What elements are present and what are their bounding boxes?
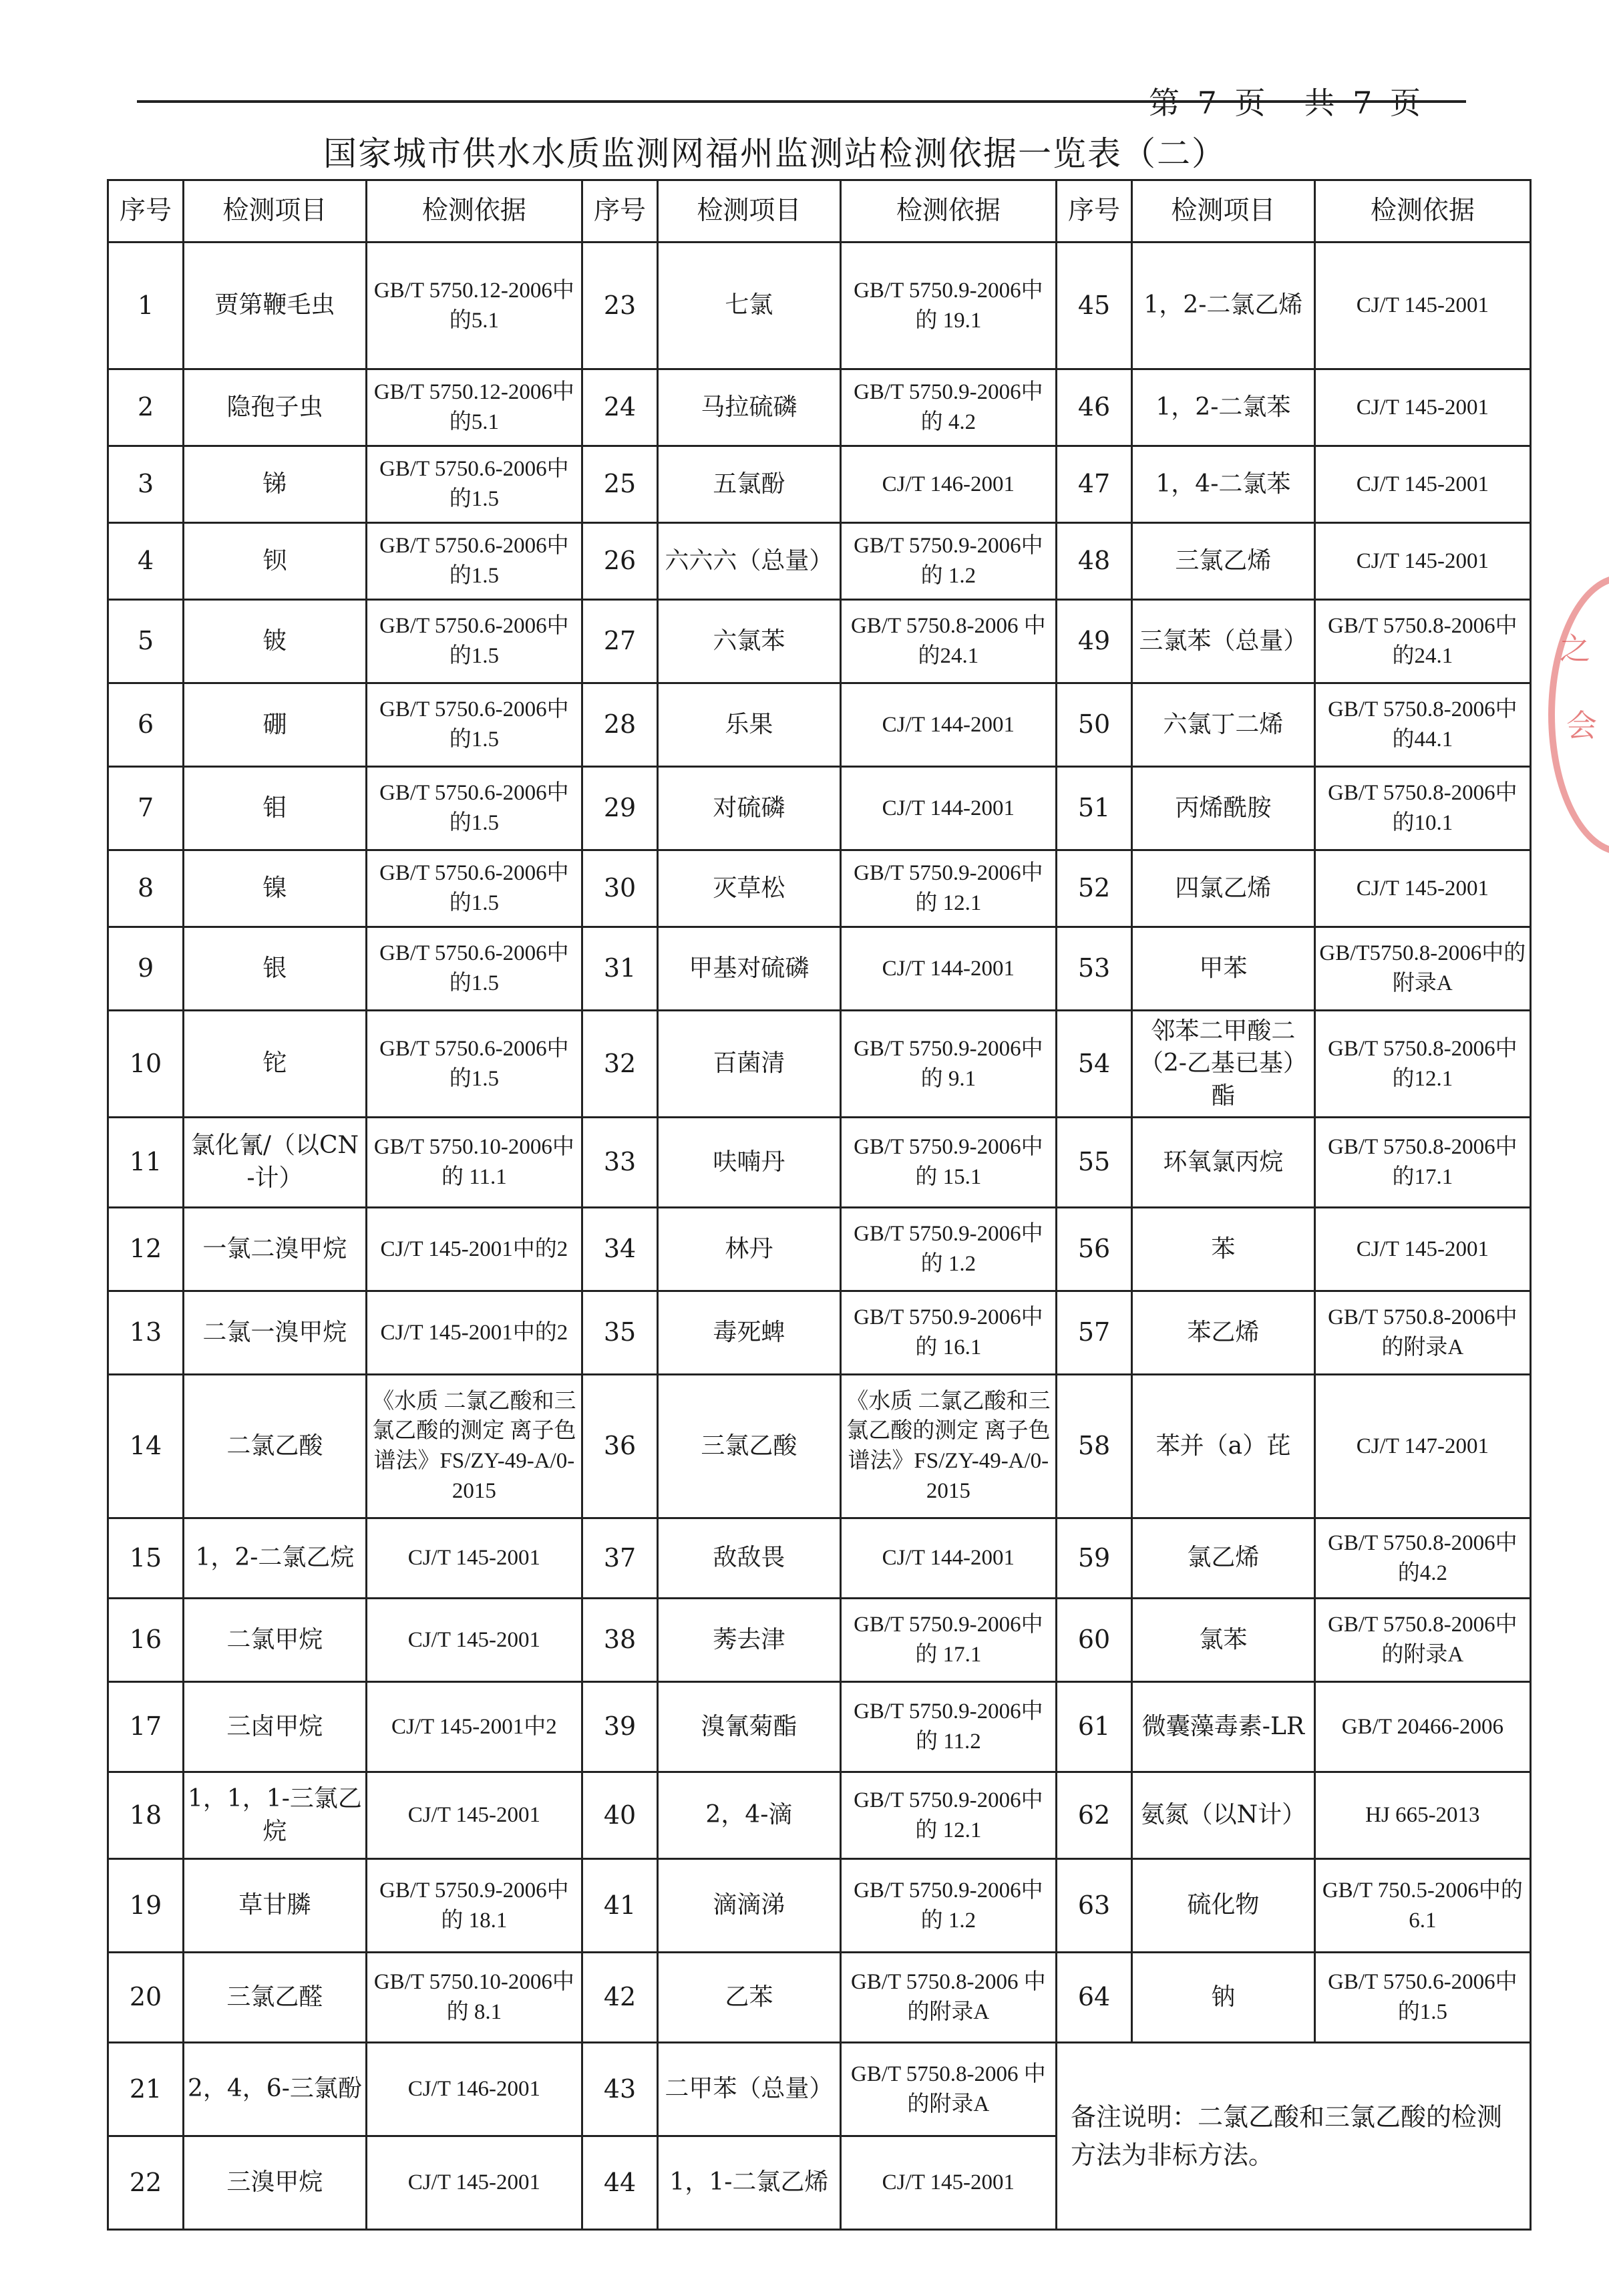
row-number: 43	[582, 2043, 657, 2136]
test-standard: CJ/T 145-2001	[1314, 1208, 1530, 1291]
test-standard: GB/T 5750.8-2006中的4.2	[1314, 1518, 1530, 1599]
test-item: 邻苯二甲酸二（2-乙基已基）酯	[1132, 1011, 1315, 1118]
test-item: 一氯二溴甲烷	[184, 1208, 367, 1291]
test-item: 铊	[184, 1011, 367, 1118]
test-standard: GB/T 5750.9-2006中的 19.1	[840, 242, 1056, 369]
test-standard: GB/T 5750.8-2006中的24.1	[1314, 600, 1530, 683]
row-number: 14	[108, 1375, 184, 1518]
row-number: 51	[1056, 767, 1131, 850]
test-item: 草甘膦	[184, 1859, 367, 1953]
table-row	[108, 600, 1531, 683]
row-number: 1	[108, 242, 184, 369]
page-title: 国家城市供水水质监测网福州监测站检测依据一览表（二）	[323, 134, 1226, 173]
test-item: 钠	[1132, 1953, 1315, 2043]
row-number: 26	[582, 523, 657, 600]
test-standard: GB/T 5750.8-2006 中的24.1	[840, 600, 1056, 683]
row-number: 58	[1056, 1375, 1131, 1518]
test-item: 氯乙烯	[1132, 1518, 1315, 1599]
row-number: 35	[582, 1291, 657, 1375]
test-item: 苯	[1132, 1208, 1315, 1291]
test-item: 微囊藻毒素-LR	[1132, 1682, 1315, 1772]
test-standard: HJ 665-2013	[1314, 1772, 1530, 1859]
test-item: 铍	[184, 600, 367, 683]
test-standard: GB/T 750.5-2006中的6.1	[1314, 1859, 1530, 1953]
test-item: 二氯甲烷	[184, 1599, 367, 1682]
test-standard: GB/T 5750.6-2006中的1.5	[366, 446, 582, 523]
row-number: 59	[1056, 1518, 1131, 1599]
test-standard: GB/T 5750.8-2006中的44.1	[1314, 683, 1530, 767]
test-item: 1，2-二氯苯	[1132, 369, 1315, 446]
table-row	[108, 1859, 1531, 1953]
test-standard: CJ/T 145-2001	[1314, 446, 1530, 523]
test-standard: GB/T 5750.9-2006中的 1.2	[840, 523, 1056, 600]
test-standard: GB/T 5750.9-2006中的 17.1	[840, 1599, 1056, 1682]
test-item: 2，4-滴	[658, 1772, 841, 1859]
row-number: 37	[582, 1518, 657, 1599]
test-item: 2，4，6-三氯酚	[184, 2043, 367, 2136]
test-item: 六氯苯	[658, 600, 841, 683]
row-number: 52	[1056, 850, 1131, 927]
test-item: 三氯苯（总量）	[1132, 600, 1315, 683]
test-item: 溴氰菊酯	[658, 1682, 841, 1772]
header-rule	[137, 100, 1466, 103]
test-item: 滴滴涕	[658, 1859, 841, 1953]
row-number: 50	[1056, 683, 1131, 767]
test-standard: GB/T 5750.8-2006中的12.1	[1314, 1011, 1530, 1118]
table-row	[108, 767, 1531, 850]
row-number: 41	[582, 1859, 657, 1953]
seal-glyph: 会	[1566, 707, 1597, 744]
row-number: 13	[108, 1291, 184, 1375]
row-number: 44	[582, 2136, 657, 2230]
test-item: 银	[184, 927, 367, 1011]
page-number: 第 7 页 共 7 页	[1149, 85, 1425, 121]
row-number: 33	[582, 1118, 657, 1208]
test-standard: CJ/T 145-2001	[1314, 242, 1530, 369]
header-standard: 检测依据	[1314, 180, 1530, 242]
row-number: 12	[108, 1208, 184, 1291]
test-standard: GB/T 20466-2006	[1314, 1682, 1530, 1772]
test-item: 敌敌畏	[658, 1518, 841, 1599]
table-row	[108, 523, 1531, 600]
test-standard: GB/T 5750.9-2006中的 16.1	[840, 1291, 1056, 1375]
test-standard: CJ/T 144-2001	[840, 683, 1056, 767]
test-standard: CJ/T 145-2001	[366, 1772, 582, 1859]
row-number: 4	[108, 523, 184, 600]
test-item: 锑	[184, 446, 367, 523]
test-item: 乐果	[658, 683, 841, 767]
row-number: 30	[582, 850, 657, 927]
test-standard: GB/T 5750.6-2006中的1.5	[366, 927, 582, 1011]
test-standard: GB/T 5750.12-2006中的5.1	[366, 369, 582, 446]
test-standard: GB/T 5750.9-2006中的 1.2	[840, 1208, 1056, 1291]
table-row	[108, 1772, 1531, 1859]
header-standard: 检测依据	[366, 180, 582, 242]
test-standard: GB/T 5750.6-2006中的1.5	[366, 767, 582, 850]
header-no: 序号	[108, 180, 184, 242]
test-standard: CJ/T 145-2001	[1314, 523, 1530, 600]
row-number: 17	[108, 1682, 184, 1772]
test-item: 乙苯	[658, 1953, 841, 2043]
table-row	[108, 683, 1531, 767]
test-standard: GB/T 5750.6-2006中的1.5	[366, 850, 582, 927]
row-number: 25	[582, 446, 657, 523]
row-number: 53	[1056, 927, 1131, 1011]
table-row	[108, 850, 1531, 927]
test-item: 七氯	[658, 242, 841, 369]
table-row	[108, 1375, 1531, 1518]
test-item: 马拉硫磷	[658, 369, 841, 446]
test-item: 六氯丁二烯	[1132, 683, 1315, 767]
row-number: 45	[1056, 242, 1131, 369]
row-number: 3	[108, 446, 184, 523]
test-standard: GB/T 5750.8-2006中的附录A	[1314, 1291, 1530, 1375]
row-number: 7	[108, 767, 184, 850]
test-item: 氯化氰/（以CN-计）	[184, 1118, 367, 1208]
row-number: 10	[108, 1011, 184, 1118]
test-standard: GB/T 5750.9-2006中的 15.1	[840, 1118, 1056, 1208]
test-standard: GB/T 5750.9-2006中的 9.1	[840, 1011, 1056, 1118]
table-row	[108, 1208, 1531, 1291]
test-standard: GB/T 5750.12-2006中的5.1	[366, 242, 582, 369]
test-item: 二甲苯（总量）	[658, 2043, 841, 2136]
test-standard: GB/T 5750.8-2006中的10.1	[1314, 767, 1530, 850]
row-number: 15	[108, 1518, 184, 1599]
header-item: 检测项目	[658, 180, 841, 242]
row-number: 22	[108, 2136, 184, 2230]
table-row	[108, 1518, 1531, 1599]
seal-glyph: 之	[1560, 631, 1590, 667]
row-number: 56	[1056, 1208, 1131, 1291]
row-number: 38	[582, 1599, 657, 1682]
row-number: 61	[1056, 1682, 1131, 1772]
row-number: 24	[582, 369, 657, 446]
row-number: 60	[1056, 1599, 1131, 1682]
row-number: 54	[1056, 1011, 1131, 1118]
header-item: 检测项目	[184, 180, 367, 242]
row-number: 39	[582, 1682, 657, 1772]
test-standard: CJ/T 145-2001	[840, 2136, 1056, 2230]
test-standard: CJ/T 145-2001	[1314, 850, 1530, 927]
test-item: 三溴甲烷	[184, 2136, 367, 2230]
test-item: 甲基对硫磷	[658, 927, 841, 1011]
row-number: 47	[1056, 446, 1131, 523]
test-standard: GB/T 5750.9-2006中的 12.1	[840, 850, 1056, 927]
test-standard: GB/T 5750.8-2006中的17.1	[1314, 1118, 1530, 1208]
test-standard: CJ/T 146-2001	[366, 2043, 582, 2136]
test-item: 氯苯	[1132, 1599, 1315, 1682]
table-row	[108, 927, 1531, 1011]
table-row	[108, 1682, 1531, 1772]
row-number: 9	[108, 927, 184, 1011]
table-row	[108, 446, 1531, 523]
test-item: 毒死蜱	[658, 1291, 841, 1375]
test-item: 氨氮（以N计）	[1132, 1772, 1315, 1859]
test-item: 三氯乙醛	[184, 1953, 367, 2043]
row-number: 49	[1056, 600, 1131, 683]
test-standard: GB/T 5750.6-2006中的1.5	[366, 600, 582, 683]
row-number: 46	[1056, 369, 1131, 446]
table-row	[108, 1953, 1531, 2043]
row-number: 11	[108, 1118, 184, 1208]
standards-table	[107, 179, 1532, 2231]
test-item: 灭草松	[658, 850, 841, 927]
table-row	[108, 2043, 1531, 2136]
row-number: 36	[582, 1375, 657, 1518]
row-number: 2	[108, 369, 184, 446]
test-standard: CJ/T 147-2001	[1314, 1375, 1530, 1518]
test-standard: CJ/T 145-2001	[1314, 369, 1530, 446]
test-item: 环氧氯丙烷	[1132, 1118, 1315, 1208]
table-header-row	[108, 180, 1531, 242]
test-standard: GB/T 5750.9-2006中的 18.1	[366, 1859, 582, 1953]
row-number: 48	[1056, 523, 1131, 600]
test-standard: GB/T 5750.10-2006中的 11.1	[366, 1118, 582, 1208]
row-number: 21	[108, 2043, 184, 2136]
test-item: 林丹	[658, 1208, 841, 1291]
table-row	[108, 1291, 1531, 1375]
row-number: 40	[582, 1772, 657, 1859]
test-item: 三氯乙烯	[1132, 523, 1315, 600]
row-number: 64	[1056, 1953, 1131, 2043]
test-item: 1，2-二氯乙烯	[1132, 242, 1315, 369]
test-item: 钼	[184, 767, 367, 850]
test-item: 钡	[184, 523, 367, 600]
test-item: 对硫磷	[658, 767, 841, 850]
header-no: 序号	[582, 180, 657, 242]
row-number: 16	[108, 1599, 184, 1682]
test-standard: 《水质 二氯乙酸和三氯乙酸的测定 离子色谱法》FS/ZY-49-A/0-2015	[840, 1375, 1056, 1518]
test-item: 甲苯	[1132, 927, 1315, 1011]
test-standard: CJ/T 145-2001中的2	[366, 1291, 582, 1375]
row-number: 34	[582, 1208, 657, 1291]
test-standard: GB/T 5750.9-2006中的 12.1	[840, 1772, 1056, 1859]
test-item: 二氯一溴甲烷	[184, 1291, 367, 1375]
header-standard: 检测依据	[840, 180, 1056, 242]
test-standard: CJ/T 145-2001	[366, 2136, 582, 2230]
row-number: 42	[582, 1953, 657, 2043]
test-item: 1，4-二氯苯	[1132, 446, 1315, 523]
row-number: 55	[1056, 1118, 1131, 1208]
row-number: 8	[108, 850, 184, 927]
test-item: 硼	[184, 683, 367, 767]
table-row	[108, 1118, 1531, 1208]
row-number: 62	[1056, 1772, 1131, 1859]
test-standard: CJ/T 145-2001	[366, 1518, 582, 1599]
test-item: 莠去津	[658, 1599, 841, 1682]
test-standard: GB/T 5750.8-2006 中的附录A	[840, 1953, 1056, 2043]
row-number: 19	[108, 1859, 184, 1953]
test-standard: 《水质 二氯乙酸和三氯乙酸的测定 离子色谱法》FS/ZY-49-A/0-2015	[366, 1375, 582, 1518]
test-item: 1，1-二氯乙烯	[658, 2136, 841, 2230]
test-item: 1，1，1-三氯乙烷	[184, 1772, 367, 1859]
test-standard: GB/T5750.8-2006中的附录A	[1314, 927, 1530, 1011]
row-number: 6	[108, 683, 184, 767]
test-item: 百菌清	[658, 1011, 841, 1118]
table-row	[108, 1011, 1531, 1118]
header-no: 序号	[1056, 180, 1131, 242]
test-standard: GB/T 5750.8-2006中的附录A	[1314, 1599, 1530, 1682]
row-number: 31	[582, 927, 657, 1011]
row-number: 20	[108, 1953, 184, 2043]
test-item: 镍	[184, 850, 367, 927]
test-item: 丙烯酰胺	[1132, 767, 1315, 850]
test-standard: GB/T 5750.9-2006中的 11.2	[840, 1682, 1056, 1772]
test-standard: CJ/T 144-2001	[840, 767, 1056, 850]
test-standard: GB/T 5750.9-2006中的 1.2	[840, 1859, 1056, 1953]
test-standard: CJ/T 145-2001中2	[366, 1682, 582, 1772]
test-item: 苯并（a）芘	[1132, 1375, 1315, 1518]
table-row	[108, 242, 1531, 369]
test-standard: CJ/T 146-2001	[840, 446, 1056, 523]
row-number: 5	[108, 600, 184, 683]
row-number: 32	[582, 1011, 657, 1118]
note-cell: 备注说明：二氯乙酸和三氯乙酸的检测方法为非标方法。	[1056, 2043, 1530, 2230]
test-item: 贾第鞭毛虫	[184, 242, 367, 369]
test-standard: GB/T 5750.6-2006中的1.5	[366, 1011, 582, 1118]
row-number: 18	[108, 1772, 184, 1859]
test-item: 六六六（总量）	[658, 523, 841, 600]
row-number: 29	[582, 767, 657, 850]
test-standard: GB/T 5750.9-2006中的 4.2	[840, 369, 1056, 446]
test-item: 隐孢子虫	[184, 369, 367, 446]
test-standard: GB/T 5750.10-2006中的 8.1	[366, 1953, 582, 2043]
row-number: 27	[582, 600, 657, 683]
table-row	[108, 1599, 1531, 1682]
row-number: 28	[582, 683, 657, 767]
test-standard: CJ/T 145-2001中的2	[366, 1208, 582, 1291]
test-item: 四氯乙烯	[1132, 850, 1315, 927]
test-standard: GB/T 5750.6-2006中的1.5	[366, 523, 582, 600]
test-item: 三氯乙酸	[658, 1375, 841, 1518]
row-number: 57	[1056, 1291, 1131, 1375]
test-item: 五氯酚	[658, 446, 841, 523]
table-row	[108, 369, 1531, 446]
test-item: 苯乙烯	[1132, 1291, 1315, 1375]
test-standard: GB/T 5750.8-2006 中的附录A	[840, 2043, 1056, 2136]
test-standard: GB/T 5750.6-2006中的1.5	[1314, 1953, 1530, 2043]
header-item: 检测项目	[1132, 180, 1315, 242]
test-item: 二氯乙酸	[184, 1375, 367, 1518]
test-standard: GB/T 5750.6-2006中的1.5	[366, 683, 582, 767]
test-item: 硫化物	[1132, 1859, 1315, 1953]
test-item: 呋喃丹	[658, 1118, 841, 1208]
test-item: 三卤甲烷	[184, 1682, 367, 1772]
row-number: 63	[1056, 1859, 1131, 1953]
test-standard: CJ/T 144-2001	[840, 927, 1056, 1011]
row-number: 23	[582, 242, 657, 369]
test-standard: CJ/T 144-2001	[840, 1518, 1056, 1599]
test-standard: CJ/T 145-2001	[366, 1599, 582, 1682]
test-item: 1，2-二氯乙烷	[184, 1518, 367, 1599]
